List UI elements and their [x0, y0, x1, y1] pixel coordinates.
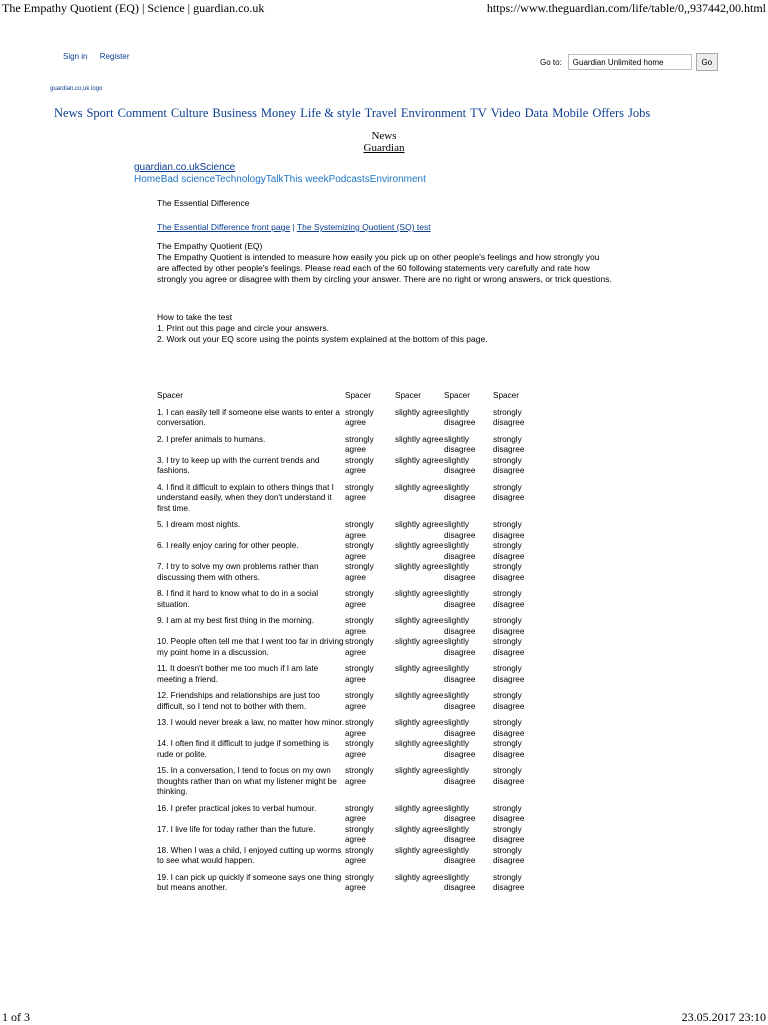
- table-row: [157, 804, 541, 825]
- option-slightly-agree[interactable]: slightly agree: [395, 589, 444, 598]
- question-text: 13. I would never break a law, no matter how minor.: [157, 718, 345, 727]
- question-text: 2. I prefer animals to humans.: [157, 434, 266, 444]
- nav-item-tv[interactable]: TV: [470, 106, 487, 120]
- question-text: 9. I am at my best first thing in the morning.: [157, 616, 314, 625]
- question-text: 14. I often find it difficult to judge if something is rude or polite.: [157, 739, 329, 759]
- option-strongly-agree[interactable]: strongly agree: [345, 407, 374, 427]
- link-separator: |: [292, 222, 295, 232]
- option-strongly-disagree[interactable]: strongly disagree: [493, 845, 525, 865]
- question-text: 19. I can pick up quickly if someone says one thing but means another.: [157, 872, 342, 892]
- section-subnav: [134, 174, 426, 185]
- howto-title: How to take the test: [157, 312, 233, 322]
- newsmark-line2: Guardian: [363, 142, 405, 154]
- howto-step-2: 2. Work out your EQ score using the points system explained at the bottom of this page.: [157, 334, 488, 344]
- option-slightly-agree[interactable]: slightly agree: [395, 691, 444, 700]
- nav-item-travel[interactable]: Travel: [364, 106, 397, 120]
- question-text: 7. I try to solve my own problems rather than discussing them with others.: [157, 562, 319, 582]
- register-link[interactable]: Register: [99, 52, 130, 61]
- option-strongly-agree[interactable]: strongly agree: [345, 664, 374, 684]
- option-strongly-agree[interactable]: strongly agree: [345, 824, 374, 844]
- nav-item-mobile[interactable]: Mobile: [552, 106, 589, 120]
- question-text: 10. People often tell me that I went too far in driving my point home in a discussion.: [157, 637, 344, 657]
- option-strongly-agree[interactable]: strongly agree: [345, 739, 374, 759]
- question-text: 12. Friendships and relationships are just too difficult, so I tend not to bother with them.: [157, 691, 320, 711]
- nav-item-money[interactable]: Money: [260, 106, 297, 120]
- option-slightly-agree[interactable]: slightly agree: [395, 520, 444, 529]
- eq-title: The Empathy Quotient (EQ): [157, 241, 263, 251]
- table-row: [157, 541, 541, 562]
- option-strongly-disagree[interactable]: strongly disagree: [493, 718, 525, 738]
- option-slightly-agree[interactable]: slightly agree: [395, 434, 444, 444]
- option-strongly-disagree[interactable]: strongly disagree: [493, 803, 525, 823]
- table-row: [157, 766, 541, 804]
- header-option-1: Spacer: [345, 391, 371, 400]
- main-nav: [54, 106, 654, 121]
- option-slightly-disagree[interactable]: slightly disagree: [444, 520, 476, 540]
- question-text: 6. I really enjoy caring for other people.: [157, 541, 299, 550]
- option-slightly-disagree[interactable]: slightly disagree: [444, 434, 476, 454]
- option-slightly-disagree[interactable]: slightly disagree: [444, 455, 476, 475]
- nav-item-life-style[interactable]: Life & style: [300, 106, 361, 120]
- newsmark-line1: News: [371, 130, 397, 142]
- table-row: [157, 562, 541, 589]
- option-slightly-agree[interactable]: slightly agree: [395, 824, 444, 834]
- option-strongly-disagree[interactable]: strongly disagree: [493, 872, 525, 892]
- table-row: [157, 408, 541, 435]
- option-strongly-disagree[interactable]: strongly disagree: [493, 407, 525, 427]
- nav-item-comment[interactable]: Comment: [117, 106, 167, 120]
- nav-item-business[interactable]: Business: [212, 106, 257, 120]
- option-strongly-agree[interactable]: strongly agree: [345, 482, 374, 502]
- option-strongly-agree[interactable]: strongly agree: [345, 434, 374, 454]
- news-guardian-mark[interactable]: [344, 130, 424, 154]
- option-slightly-disagree[interactable]: slightly disagree: [444, 739, 476, 759]
- goto-form: [540, 53, 718, 71]
- option-strongly-agree[interactable]: strongly agree: [345, 455, 374, 475]
- page-url: https://www.theguardian.com/life/table/0,,937442,00.html: [486, 1, 766, 15]
- option-slightly-agree[interactable]: slightly agree: [395, 637, 444, 646]
- eq-intro: The Empathy Quotient is intended to measure how easily you pick up on other people's feelings and how strongly you are affected by other people's feelings. Please read each of the 60 following statements very carefully and rate how strongly you agree or disagree with them by circling your answer. There are no right or wrong answers, or trick questions.: [157, 252, 612, 284]
- nav-item-data[interactable]: Data: [524, 106, 549, 120]
- option-strongly-agree[interactable]: strongly agree: [345, 616, 374, 636]
- option-slightly-disagree[interactable]: slightly disagree: [444, 407, 476, 427]
- auth-links: [63, 52, 140, 61]
- option-strongly-disagree[interactable]: strongly disagree: [493, 664, 525, 684]
- table-row: [157, 589, 541, 616]
- question-text: 17. I live life for today rather than the future.: [157, 824, 316, 834]
- option-slightly-agree[interactable]: slightly agree: [395, 541, 444, 550]
- option-strongly-agree[interactable]: strongly agree: [345, 691, 374, 711]
- option-strongly-agree[interactable]: strongly agree: [345, 872, 374, 892]
- nav-item-jobs[interactable]: Jobs: [628, 106, 651, 120]
- nav-item-sport[interactable]: Sport: [86, 106, 114, 120]
- option-slightly-agree[interactable]: slightly agree: [395, 455, 444, 465]
- option-slightly-disagree[interactable]: slightly disagree: [444, 562, 476, 582]
- front-page-link[interactable]: The Essential Difference front page: [157, 222, 291, 232]
- option-slightly-agree[interactable]: slightly agree: [395, 803, 444, 813]
- questions-table: [157, 391, 541, 900]
- table-row: [157, 846, 541, 873]
- print-header: [0, 0, 768, 20]
- option-slightly-disagree[interactable]: slightly disagree: [444, 637, 476, 657]
- header-question: Spacer: [157, 391, 183, 400]
- page-title: The Empathy Quotient (EQ) | Science | guardian.co.uk: [2, 1, 265, 15]
- sq-test-link[interactable]: The Systemizing Quotient (SQ) test: [296, 222, 431, 232]
- nav-item-offers[interactable]: Offers: [592, 106, 625, 120]
- section-name: Science: [199, 162, 236, 173]
- goto-label: Go to:: [540, 57, 562, 67]
- subnav-item-bad-science[interactable]: Bad science: [160, 174, 216, 185]
- go-button[interactable]: Go: [696, 53, 718, 71]
- option-strongly-agree[interactable]: strongly agree: [345, 845, 374, 865]
- option-strongly-disagree[interactable]: strongly disagree: [493, 520, 525, 540]
- option-strongly-disagree[interactable]: strongly disagree: [493, 434, 525, 454]
- question-text: 4. I find it difficult to explain to others things that I understand easily, when they don't understand it first time.: [157, 482, 334, 513]
- subnav-item-this-week[interactable]: This week: [283, 174, 329, 185]
- print-datetime: 23.05.2017 23:10: [681, 1010, 766, 1024]
- option-slightly-disagree[interactable]: slightly disagree: [444, 482, 476, 502]
- option-strongly-agree[interactable]: strongly agree: [345, 520, 374, 540]
- option-slightly-disagree[interactable]: slightly disagree: [444, 691, 476, 711]
- table-row: [157, 616, 541, 637]
- guardian-logo[interactable]: guardian.co.uk logo: [50, 86, 103, 92]
- option-slightly-agree[interactable]: slightly agree: [395, 482, 444, 492]
- option-strongly-agree[interactable]: strongly agree: [345, 562, 374, 582]
- article-links: [157, 222, 431, 233]
- option-strongly-disagree[interactable]: strongly disagree: [493, 637, 525, 657]
- table-row: [157, 664, 541, 691]
- question-text: 5. I dream most nights.: [157, 520, 241, 529]
- option-slightly-disagree[interactable]: slightly disagree: [444, 589, 476, 609]
- table-row: [157, 718, 541, 739]
- nav-item-video[interactable]: Video: [490, 106, 521, 120]
- questions-body: [157, 408, 541, 900]
- subnav-item-talk[interactable]: Talk: [265, 174, 284, 185]
- option-strongly-disagree[interactable]: strongly disagree: [493, 766, 525, 786]
- option-strongly-agree[interactable]: strongly agree: [345, 766, 374, 786]
- nav-item-news[interactable]: News: [54, 106, 83, 120]
- option-strongly-disagree[interactable]: strongly disagree: [493, 824, 525, 844]
- option-slightly-agree[interactable]: slightly agree: [395, 718, 444, 727]
- option-strongly-disagree[interactable]: strongly disagree: [493, 482, 525, 502]
- section-site: guardian.co.uk: [134, 162, 200, 173]
- option-slightly-agree[interactable]: slightly agree: [395, 766, 444, 775]
- option-strongly-disagree[interactable]: strongly disagree: [493, 691, 525, 711]
- option-slightly-disagree[interactable]: slightly disagree: [444, 824, 476, 844]
- table-row: [157, 520, 541, 541]
- goto-select[interactable]: Guardian Unlimited home: [568, 54, 692, 70]
- header-option-3: Spacer: [444, 391, 470, 400]
- question-text: 8. I find it hard to know what to do in a social situation.: [157, 589, 319, 609]
- table-row: [157, 456, 541, 483]
- option-slightly-agree[interactable]: slightly agree: [395, 845, 444, 855]
- option-slightly-agree[interactable]: slightly agree: [395, 664, 444, 673]
- option-strongly-agree[interactable]: strongly agree: [345, 803, 374, 823]
- option-slightly-disagree[interactable]: slightly disagree: [444, 872, 476, 892]
- option-strongly-agree[interactable]: strongly agree: [345, 589, 374, 609]
- option-slightly-disagree[interactable]: slightly disagree: [444, 541, 476, 561]
- table-row: [157, 691, 541, 718]
- option-strongly-disagree[interactable]: strongly disagree: [493, 589, 525, 609]
- option-strongly-disagree[interactable]: strongly disagree: [493, 739, 525, 759]
- question-text: 1. I can easily tell if someone else wants to enter a conversation.: [157, 407, 340, 427]
- option-strongly-disagree[interactable]: strongly disagree: [493, 616, 525, 636]
- question-text: 15. In a conversation, I tend to focus on my own thoughts rather than on what my listener might be thinking.: [157, 766, 337, 796]
- question-text: 18. When I was a child, I enjoyed cutting up worms to see what would happen.: [157, 845, 342, 865]
- table-row: [157, 483, 541, 521]
- option-strongly-agree[interactable]: strongly agree: [345, 637, 374, 657]
- option-strongly-disagree[interactable]: strongly disagree: [493, 541, 525, 561]
- option-slightly-disagree[interactable]: slightly disagree: [444, 803, 476, 823]
- option-strongly-disagree[interactable]: strongly disagree: [493, 562, 525, 582]
- question-text: 11. It doesn't bother me too much if I am late meeting a friend.: [157, 664, 319, 684]
- table-row: [157, 435, 541, 456]
- table-row: [157, 739, 541, 766]
- table-row: [157, 825, 541, 846]
- option-strongly-agree[interactable]: strongly agree: [345, 718, 374, 738]
- howto-step-1: 1. Print out this page and circle your answers.: [157, 323, 329, 333]
- option-slightly-disagree[interactable]: slightly disagree: [444, 616, 476, 636]
- sign-in-link[interactable]: Sign in: [63, 52, 88, 61]
- table-header-row: [157, 391, 541, 408]
- header-option-2: Spacer: [395, 391, 421, 400]
- page-number: 1 of 3: [2, 1010, 30, 1024]
- option-slightly-disagree[interactable]: slightly disagree: [444, 845, 476, 865]
- option-strongly-agree[interactable]: strongly agree: [345, 541, 374, 561]
- option-slightly-disagree[interactable]: slightly disagree: [444, 718, 476, 738]
- option-slightly-agree[interactable]: slightly agree: [395, 407, 444, 417]
- table-row: [157, 873, 541, 900]
- nav-item-environment[interactable]: Environment: [400, 106, 467, 120]
- section-brand[interactable]: [134, 162, 235, 173]
- subnav-item-podcasts[interactable]: Podcasts: [328, 174, 370, 185]
- table-row: [157, 637, 541, 664]
- howto-block: [157, 312, 488, 345]
- option-slightly-agree[interactable]: slightly agree: [395, 872, 444, 882]
- header-option-4: Spacer: [493, 391, 519, 400]
- nav-item-culture[interactable]: Culture: [170, 106, 209, 120]
- subnav-item-home[interactable]: Home: [134, 174, 161, 185]
- option-slightly-agree[interactable]: slightly agree: [395, 616, 444, 625]
- subnav-item-environment[interactable]: Environment: [369, 174, 426, 185]
- subnav-item-technology[interactable]: Technology: [215, 174, 266, 185]
- question-text: 16. I prefer practical jokes to verbal humour.: [157, 803, 317, 813]
- option-slightly-agree[interactable]: slightly agree: [395, 739, 444, 748]
- option-slightly-agree[interactable]: slightly agree: [395, 562, 444, 571]
- option-slightly-disagree[interactable]: slightly disagree: [444, 766, 476, 786]
- article-heading: The Essential Difference: [157, 198, 250, 208]
- option-slightly-disagree[interactable]: slightly disagree: [444, 664, 476, 684]
- question-text: 3. I try to keep up with the current trends and fashions.: [157, 455, 320, 475]
- option-strongly-disagree[interactable]: strongly disagree: [493, 455, 525, 475]
